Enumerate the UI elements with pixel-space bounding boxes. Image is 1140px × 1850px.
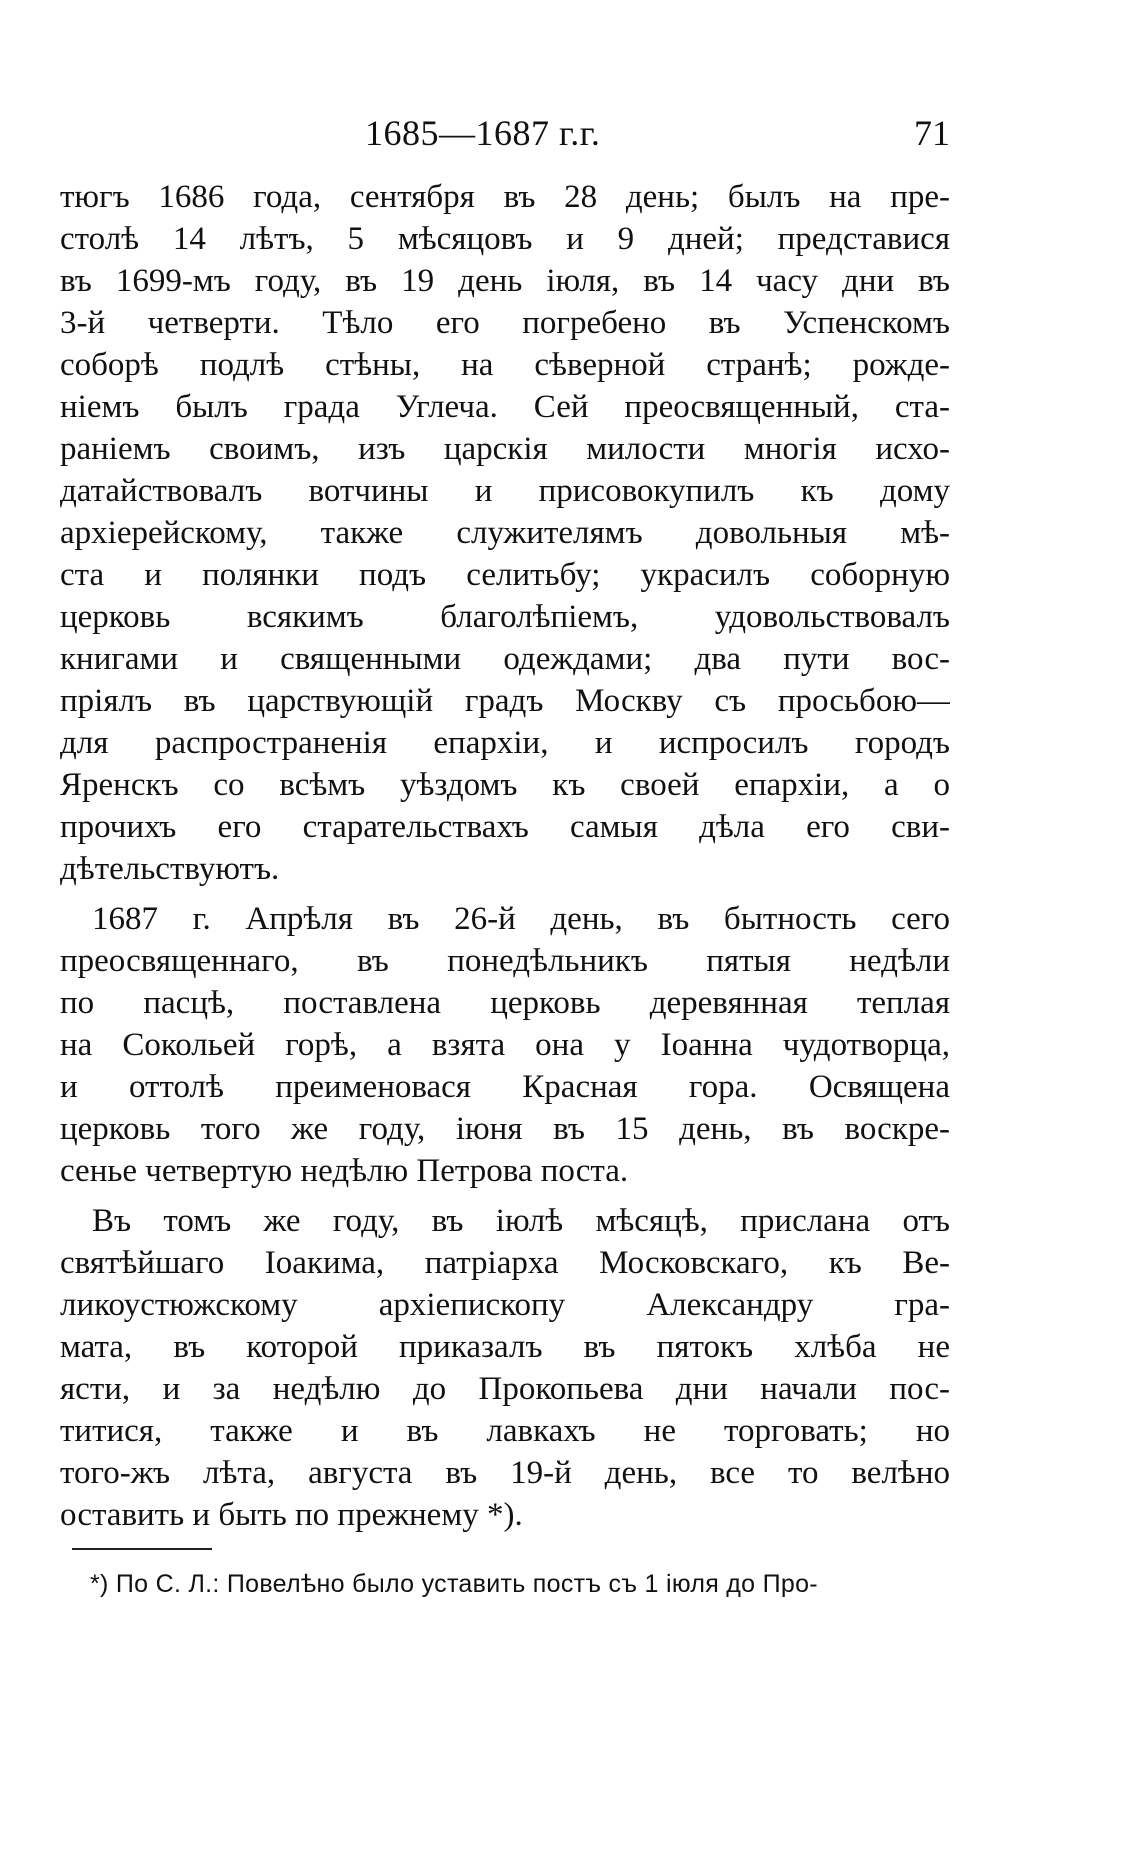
paragraph	[60, 176, 950, 890]
page-header	[60, 112, 950, 162]
text-line: святѣйшаго Іоакима, патріарха Московскаго, къ Ве-	[60, 1245, 950, 1281]
text-line: мата, въ которой приказалъ въ пятокъ хлѣба не	[60, 1329, 950, 1365]
text-line: пріялъ въ царствующій градъ Москву съ просьбою—	[60, 683, 950, 719]
text-line: ликоустюжскому архіепископу Александру гра-	[60, 1287, 950, 1323]
text-line: оставить и быть по прежнему *).	[60, 1497, 523, 1533]
text-line: ніемъ былъ града Углеча. Сей преосвященный, ста-	[60, 389, 950, 425]
running-head: 1685—1687 г.г.	[365, 113, 601, 153]
text-line: соборѣ подлѣ стѣны, на сѣверной странѣ; рожде-	[60, 347, 950, 383]
text-line: на Сокольей горѣ, а взята она у Іоанна чудотворца,	[60, 1027, 950, 1063]
paragraph	[60, 1200, 950, 1536]
paragraph-gap	[60, 1192, 950, 1200]
text-line: церковь всякимъ благолѣпіемъ, удовольствовалъ	[60, 599, 950, 635]
text-line: 3-й четверти. Тѣло его погребено въ Успенскомъ	[60, 305, 950, 341]
text-line: Въ томъ же году, въ іюлѣ мѣсяцѣ, прислана отъ	[92, 1203, 950, 1239]
paragraph	[60, 898, 950, 1192]
text-line: по пасцѣ, поставлена церковь деревянная теплая	[60, 985, 950, 1021]
text-line: въ 1699-мъ году, въ 19 день іюля, въ 14 часу дни въ	[60, 263, 950, 299]
body-text	[60, 176, 950, 1536]
footnote: *) По С. Л.: Повелѣно было уставить постъ съ 1 іюля до Про-	[90, 1570, 818, 1598]
text-line: церковь того же году, іюня въ 15 день, въ воскре-	[60, 1111, 950, 1147]
text-line: раніемъ своимъ, изъ царскія милости многія исхо-	[60, 431, 950, 467]
text-line: Яренскъ со всѣмъ уѣздомъ къ своей епархіи, а о	[60, 767, 950, 803]
text-line: тюгъ 1686 года, сентября въ 28 день; былъ на пре-	[60, 179, 950, 215]
text-line: столѣ 14 лѣтъ, 5 мѣсяцовъ и 9 дней; представися	[60, 221, 950, 257]
text-line: для распространенія епархіи, и испросилъ городъ	[60, 725, 950, 761]
text-line: преосвященнаго, въ понедѣльникъ пятыя недѣли	[60, 943, 950, 979]
text-line: 1687 г. Апрѣля въ 26-й день, въ бытность сего	[92, 901, 950, 937]
text-line: датайствовалъ вотчины и присовокупилъ къ дому	[60, 473, 950, 509]
text-line: прочихъ его старательствахъ самыя дѣла его сви-	[60, 809, 950, 845]
text-line: архіерейскому, также служителямъ довольныя мѣ-	[60, 515, 950, 551]
footnote-rule	[72, 1548, 212, 1550]
paragraph-gap	[60, 890, 950, 898]
text-line: ста и полянки подъ селитьбу; украсилъ соборную	[60, 557, 950, 593]
text-line: ясти, и за недѣлю до Прокопьева дни начали пос-	[60, 1371, 950, 1407]
text-line: сенье четвертую недѣлю Петрова поста.	[60, 1153, 629, 1189]
text-line: книгами и священными одеждами; два пути вос-	[60, 641, 950, 677]
text-line: и оттолѣ преименовася Красная гора. Освящена	[60, 1069, 950, 1105]
text-line: того-жъ лѣта, августа въ 19-й день, все то велѣно	[60, 1455, 950, 1491]
page-number: 71	[914, 113, 950, 153]
text-line: титися, также и въ лавкахъ не торговать; но	[60, 1413, 950, 1449]
text-line: дѣтельствуютъ.	[60, 851, 280, 887]
